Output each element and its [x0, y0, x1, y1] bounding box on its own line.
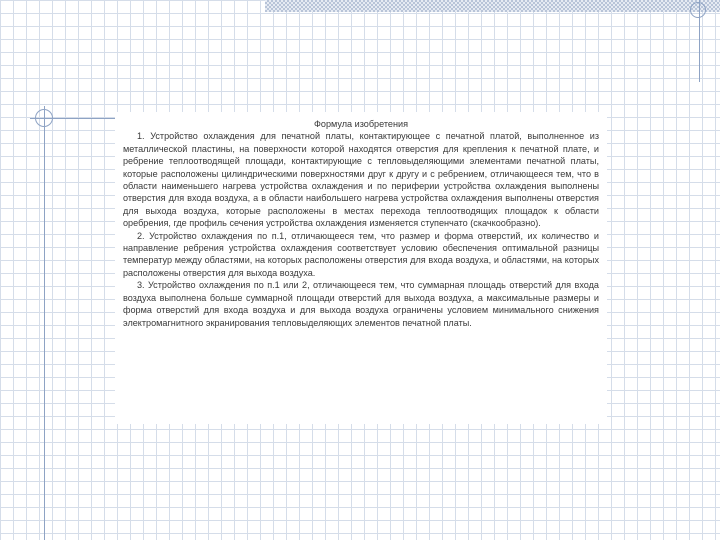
claim-paragraph-3: 3. Устройство охлаждения по п.1 или 2, отличающееся тем, что суммарная площадь отверстий для входа воздуха выполнена больше суммарной площади отверстий для выхода воздуха, а максимальные размеры и форма отверстий для входа воздуха и для выхода воздуха ограничены условием минимального снижения электромагнитного экранирования тепловыделяющих элементов печатной платы. [123, 280, 599, 328]
decorative-circle-right [690, 2, 706, 18]
document-page [115, 112, 607, 424]
decorative-circle-left [35, 109, 53, 127]
claim-paragraph-1: 1. Устройство охлаждения для печатной платы, контактирующее с печатной платой, выполненное из металлической пластины, на поверхности которой находятся отверстия для крепления к печатной плате, и ребрение теплоотводящей площади, контактирующие с тепловыделяющими элементами печатной платы, которые расположены цилиндрическими поверхностями друг к другу и с ребрением, отличающееся тем, что в области наименьшего нагрева устройства охлаждения и по периферии устройства охлаждения выполнены отверстия для входа воздуха, а в области наибольшего нагрева устройства охлаждения выполнены отверстия для выхода воздуха, которые расположены в местах перехода теплоотводящих площадок к области оребрения, где профиль сечения устройства охлаждения изменяется ступенчато (скачкообразно). [123, 131, 599, 229]
header-pattern-band [265, 0, 720, 12]
decorative-vertical-line-left [44, 106, 45, 540]
claim-paragraph-2: 2. Устройство охлаждения по п.1, отличающееся тем, что размер и форма отверстий, их количество и направление ребрения устройства охлаждения соответствует условию обеспечения оптимальной разницы температур между областями, на которых расположены отверстия для входа воздуха, и областями, на которых расположены отверстия для выхода воздуха. [123, 230, 599, 278]
document-title: Формула изобретения [314, 119, 408, 129]
